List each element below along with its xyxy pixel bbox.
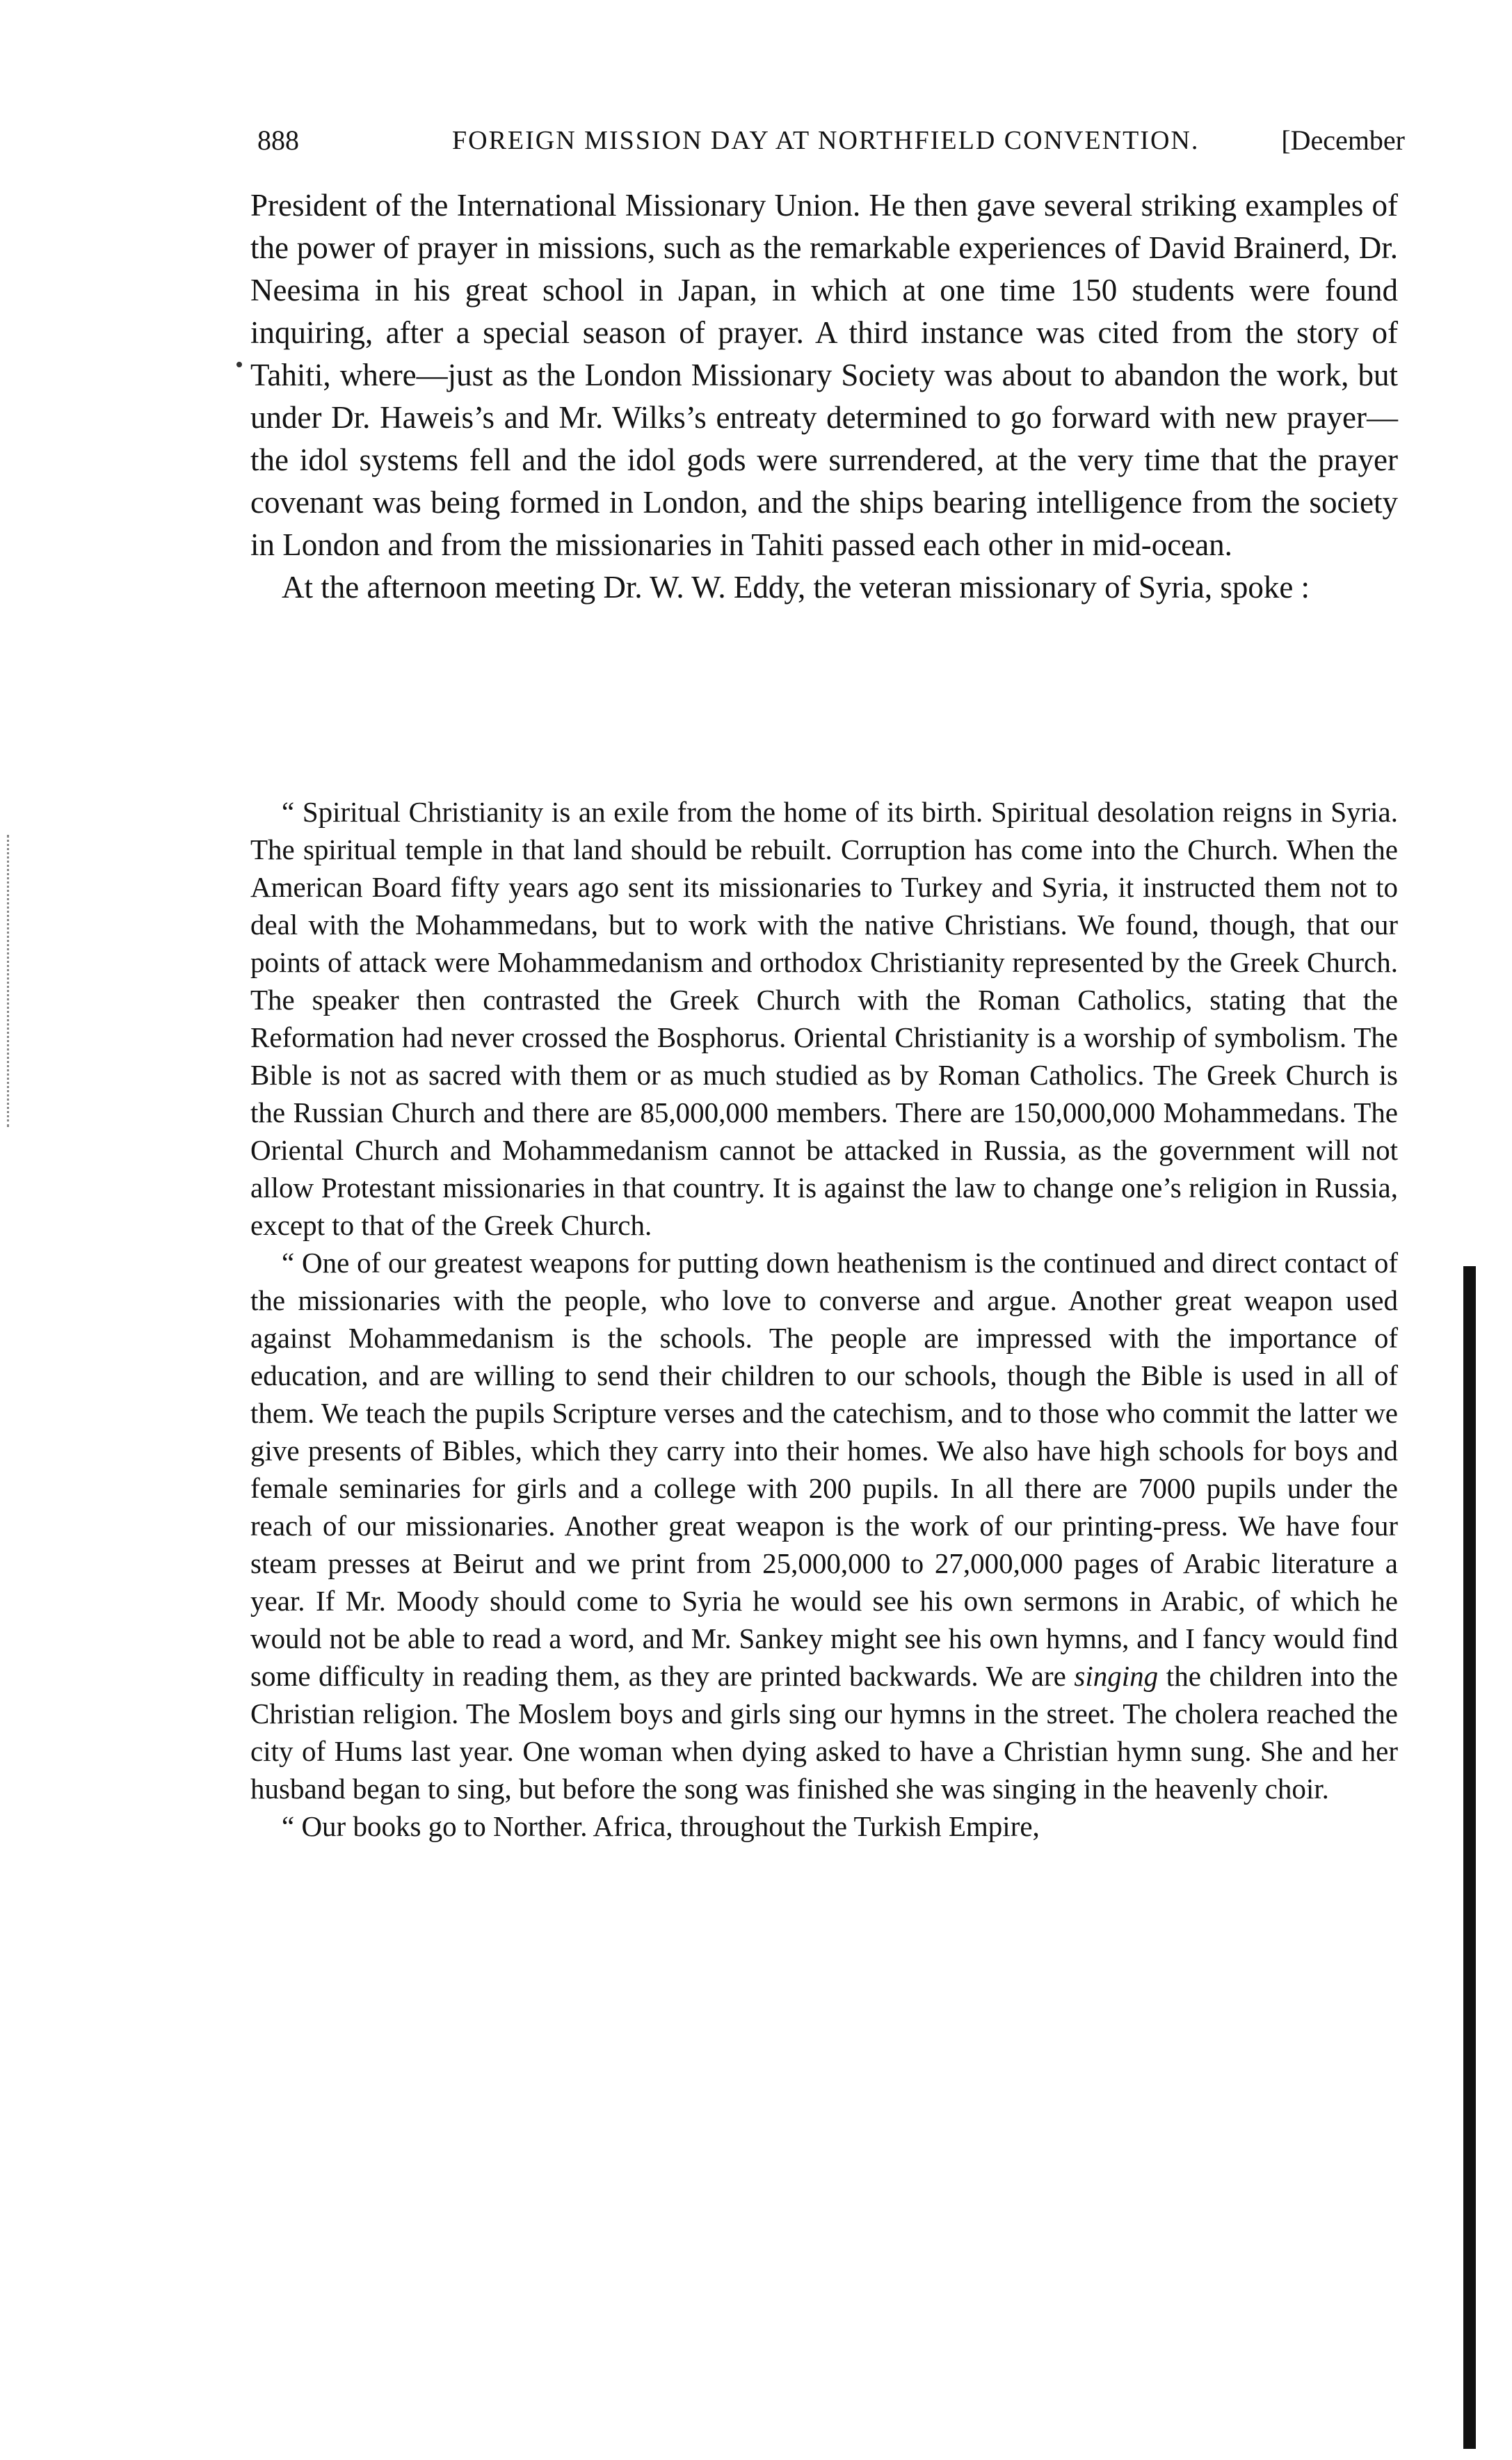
scan-margin-marks <box>7 835 12 1127</box>
quote-paragraph: “ Spiritual Christianity is an exile from the home of its birth. Spiritual desolation reigns in Syria. The spiritual temple in that land should be rebuilt. Corruption has come into the Church. When the American Board fifty years ago sent its missionaries to Turkey and Syria, it instructed them not to deal with the Mohammedans, but to work with the native Christians. We found, though, that our points of attack were Mohammedanism and orthodox Christianity represented by the Greek Church. The speaker then contrasted the Greek Church with the Roman Catholics, stating that the Reformation had never crossed the Bosphorus. Oriental Christianity is a worship of symbolism. The Bible is not as sacred with them or as much studied as by Roman Catholics. The Greek Church is the Russian Church and there are 85,000,000 members. There are 150,000,000 Mohammedans. The Oriental Church and Mohammedanism cannot be attacked in Russia, as the government will not allow Protestant missionaries in that country. It is against the law to change one’s religion in Russia, except to that of the Greek Church. <box>250 796 1398 1241</box>
intro-paragraph: President of the International Missionary Union. He then gave several striking examples of the power of prayer in missions, such as the remarkable experiences of David Brainerd, Dr. Neesima in his great school in Japan, in which at one time 150 students were found inquiring, after a special season of prayer. A third instance was cited from the story of Tahiti, where—just as the London Missionary Society was about to abandon the work, but under Dr. Haweis’s and Mr. Wilks’s entreaty determined to go forward with new prayer—the idol systems fell and the idol gods were surrendered, at the very time that the prayer covenant was being formed in London, and the ships bearing intelligence from the society in London and from the missionaries in Tahiti passed each other in mid-ocean. <box>250 188 1398 562</box>
intro-paragraph-speaker: At the afternoon meeting Dr. W. W. Eddy, the veteran missionary of Syria, spoke : <box>282 570 1310 605</box>
scan-binding-edge <box>1463 1266 1476 2449</box>
quoted-speech <box>250 793 1398 1845</box>
intro-section <box>250 184 1398 609</box>
quote-paragraph: “ Our books go to Norther. Africa, throughout the Turkish Empire, <box>282 1810 1040 1842</box>
quote-text: “ One of our greatest weapons for putting down heathenism is the continued and direct contact of the missionaries with the people, who love to converse and argue. Another great weapon used against Mohammedanism is the schools. The people are impressed with the importance of education, and are willing to send their children to our schools, though the Bible is used in all of them. We teach the pupils Scripture verses and the catechism, and to those who commit the latter we give presents of Bibles, which they carry into their homes. We also have high schools for boys and female seminaries for girls and a college with 200 pupils. In all there are 7000 pupils under the reach of our missionaries. Another great weapon is the work of our printing-press. We have four steam presses at Beirut and we print from 25,000,000 to 27,000,000 pages of Arabic literature a year. If Mr. Moody should come to Syria he would see his own sermons in Arabic, of which he would not be able to read a word, and Mr. Sankey might see his own hymns, and I fancy would find some difficulty in reading them, as they are printed backwards. We are <box>250 1247 1398 1692</box>
scan-speck <box>236 362 242 367</box>
running-header <box>257 120 1405 161</box>
page-number: 888 <box>257 125 299 156</box>
quote-emphasis: singing <box>1074 1660 1159 1692</box>
quote-paragraph <box>250 1244 1398 1807</box>
running-date: [December <box>1281 125 1405 156</box>
quote-text: the children into the Christian religion. The Moslem boys and girls sing our hymns in the street. The cholera reached the city of Hums last year. One woman when dying asked to have a Christian hymn sung. She and her husband began to sing, but before the song was finished she was singing in the heavenly choir. <box>250 1660 1398 1805</box>
running-title: FOREIGN MISSION DAY AT NORTHFIELD CONVENTION. <box>452 126 1200 155</box>
